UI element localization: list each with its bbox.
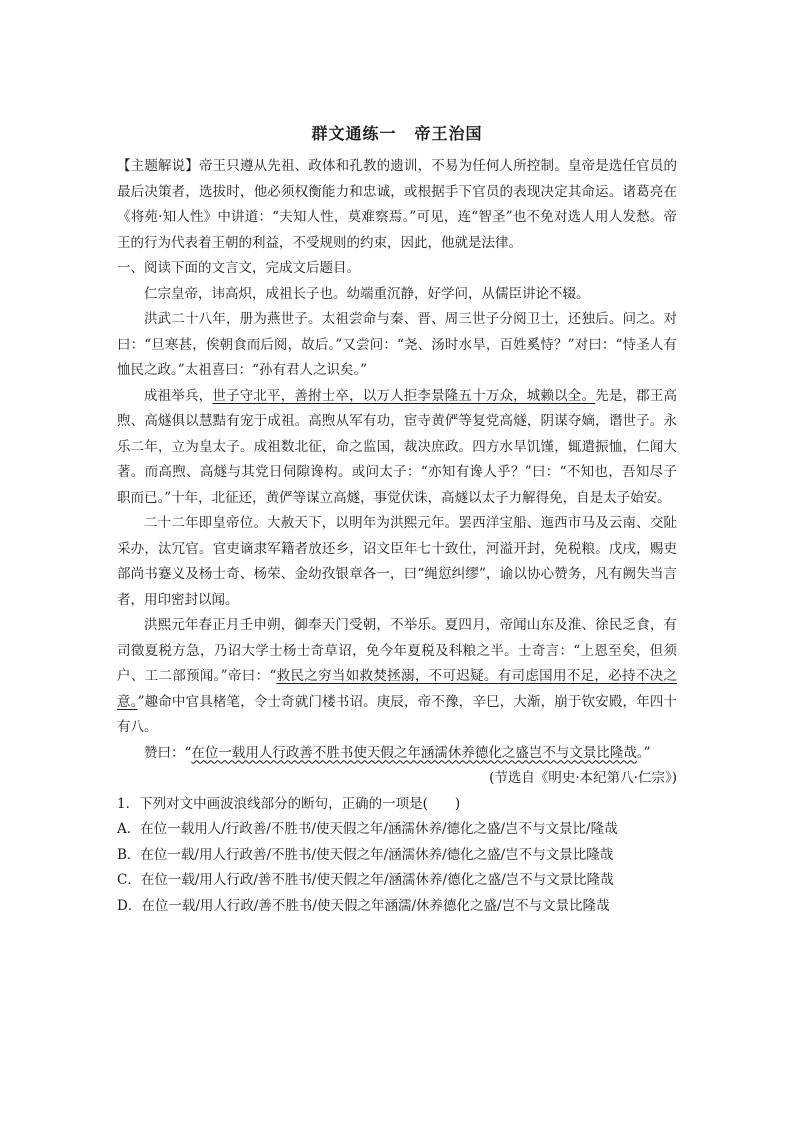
passage-paragraph-2: 洪武二十八年，册为燕世子。太祖尝命与秦、晋、周三世子分阅卫士，还独后。问之。对曰：“旦寒甚，俟朝食而后阅，故后。”又尝问：“尧、汤时水旱，百姓奚恃？”对曰：“恃圣人有恤民之政。”太祖喜曰：“孙有君人之识矣。” <box>117 311 677 378</box>
passage-source: (节选自《明史·本纪第八·仁宗》) <box>489 770 677 786</box>
question-1-option-a[interactable]: A．在位一载用人/行政善/不胜书/使天假之年/涵濡休养/德化之盛/岂不与文景比/隆哉 <box>117 821 618 837</box>
passage-paragraph-3 <box>117 384 677 512</box>
p5-underlined-sentence: 救民之穷当如救焚拯溺，不可迟疑。有司虑国用不足，必持不决之意。 <box>117 668 677 710</box>
p3-after: 先是，郡王高煦、高燧俱以慧黠有宠于成祖。高煦从军有功，宦寺黄俨等复党高燧，阴谋夺嫡，谮世子。永乐二年，立为皇太子。成祖数北征，命之监国，裁决庶政。四方水旱饥馑，辄遣振恤，仁闻大著。而高煦、高燧与其党日伺隙谗构。或问太子：“亦知有谗人乎？”曰：“不知也，吾知尽子职而已。”十年，北征还，黄俨等谋立高燧，事觉伏诛，高燧以太子力解得免，自是太子始安。 <box>117 387 678 506</box>
question-1-option-c[interactable]: C．在位一载/用人行政/善不胜书/使天假之年/涵濡休养/德化之盛/岂不与文景比隆哉 <box>117 872 614 888</box>
theme-intro-text: 帝王只遵从先祖、政体和孔教的遗训，不易为任何人所控制。皇帝是选任官员的最后决策者，选拔时，他必须权衡能力和忠诚，或根据手下官员的表现决定其命运。诸葛亮在《将苑·知人性》中讲道：“夫知人性，莫难察焉。”可见，连“智圣”也不免对选人用人发愁。帝王的行为代表着王朝的利益，不受规则的约束，因此，他就是法律。 <box>117 158 678 251</box>
passage-paragraph-4: 二十二年即皇帝位。大赦天下，以明年为洪熙元年。罢西洋宝船、迤西市马及云南、交阯采办，汰冗官。官吏谪隶军籍者放还乡，诏文臣年七十致仕，河溢开封，免税粮。戊戌，赐吏部尚书蹇义及杨士奇、杨荣、金幼孜银章各一，曰“绳愆纠缪”，谕以协心赞务，凡有阙失当言者，用印密封以闻。 <box>117 515 677 608</box>
question-1-stem: 1．下列对文中画波浪线部分的断句，正确的一项是( ) <box>117 795 461 812</box>
p6-before: 赞曰：“ <box>144 744 192 761</box>
p5-before: 洪熙元年春正月壬申朔，御奉天门受朝，不举乐。夏四月，帝闻山东及淮、徐民乏食，有司徵夏税方急，乃诏大学士杨士奇草诏，免今年夏税及科粮之半。士奇言：“上恩至矣，但须户、工二部预闻。”帝曰：“ <box>117 617 677 684</box>
p6-after: 。” <box>636 744 651 761</box>
passage-paragraph-5 <box>117 613 677 741</box>
theme-intro <box>117 154 677 256</box>
page-title <box>117 118 677 150</box>
section-heading: 一、阅读下面的文言文，完成文后题目。 <box>117 260 360 276</box>
p6-wavy-sentence: 在位一载用人行政善不胜书使天假之年涵濡休养德化之盛岂不与文景比隆哉 <box>191 744 637 761</box>
p5-after: ”趣命中官具楮笔，令士奇就门楼书诏。庚辰，帝不豫，辛巳，大渐，崩于钦安殿，年四十有八。 <box>117 693 677 735</box>
p3-before: 成祖举兵， <box>144 387 213 404</box>
passage-paragraph-6 <box>117 741 677 767</box>
theme-intro-label: 【主题解说】 <box>117 158 199 174</box>
question-1-option-d[interactable]: D．在位一载/用人行政/善不胜书/使天假之年涵濡/休养德化之盛/岂不与文景比隆哉 <box>117 897 610 914</box>
title-part-1: 群文通练一 <box>311 124 397 143</box>
document-page <box>117 118 677 919</box>
question-1-option-b[interactable]: B．在位一载/用人行政善/不胜书/使天假之年/涵濡休养/德化之盛/岂不与文景比隆哉 <box>117 846 614 863</box>
passage-paragraph-1: 仁宗皇帝，讳高炽，成祖长子也。幼端重沉静，好学问，从儒臣讲论不辍。 <box>144 285 590 302</box>
p3-underlined-sentence: 世子守北平，善拊士卒，以万人拒李景隆五十万众，城赖以全。 <box>212 387 596 404</box>
title-part-2: 帝王治国 <box>414 124 483 143</box>
